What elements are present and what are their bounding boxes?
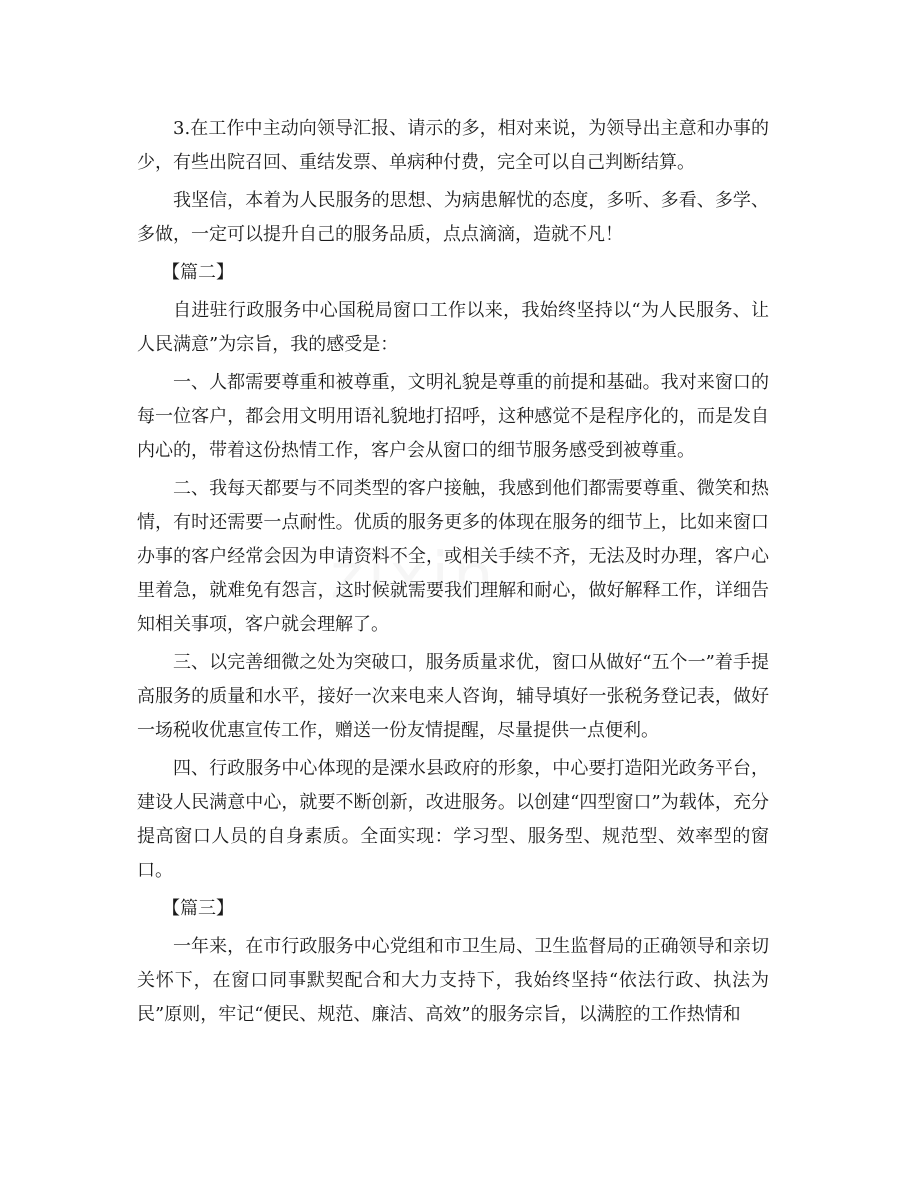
paragraph-6: 三、以完善细微之处为突破口，服务质量求优，窗口从做好“五个一”着手提高服务的质量和水平，接好一次来电来人咨询，辅导填好一张税务登记表，做好一场税收优惠宣传工作，赠送一份友情提醒，尽量提供一点便利。: [137, 652, 769, 741]
paragraph-2: 我坚信，本着为人民服务的思想、为病患解忧的态度，多听、多看、多学、多做，一定可以提升自己的服务品质，点点滴滴，造就不凡！: [137, 190, 769, 245]
paragraph-5: 二、我每天都要与不同类型的客户接触，我感到他们都需要尊重、微笑和热情，有时还需要一点耐性。优质的服务更多的体现在服务的细节上，比如来窗口办事的客户经常会因为申请资料不全，或相关手续不齐，无法及时办理，客户心里着急，就难免有怨言，这时候就需要我们理解和耐心，做好解释工作，详细告知相关事项，客户就会理解了。: [137, 478, 769, 635]
document-body: [137, 112, 769, 1036]
section-heading-3: 【篇三】: [162, 898, 234, 919]
section-heading-2: 【篇二】: [162, 262, 234, 283]
paragraph-8: 一年来，在市行政服务中心党组和市卫生局、卫生监督局的正确领导和亲切关怀下，在窗口同事默契配合和大力支持下，我始终坚持“依法行政、执法为民”原则，牢记“便民、规范、廉洁、高效”的服务宗旨，以满腔的工作热情和: [137, 936, 769, 1025]
paragraph-4: 一、人都需要尊重和被尊重，文明礼貌是尊重的前提和基础。我对来窗口的每一位客户，都会用文明用语礼貌地打招呼，这种感觉不是程序化的，而是发自内心的，带着这份热情工作，客户会从窗口的细节服务感受到被尊重。: [137, 372, 769, 461]
paragraph-3: 自进驻行政服务中心国税局窗口工作以来，我始终坚持以“为人民服务、让人民满意”为宗旨，我的感受是：: [137, 300, 769, 355]
paragraph-7: 四、行政服务中心体现的是溧水县政府的形象，中心要打造阳光政务平台，建设人民满意中心，就要不断创新，改进服务。以创建“四型窗口”为载体，充分提高窗口人员的自身素质。全面实现：学习型、服务型、规范型、效率型的窗口。: [137, 758, 769, 881]
paragraph-1: 3.在工作中主动向领导汇报、请示的多，相对来说，为领导出主意和办事的少，有些出院召回、重结发票、单病种付费，完全可以自己判断结算。: [137, 118, 769, 173]
